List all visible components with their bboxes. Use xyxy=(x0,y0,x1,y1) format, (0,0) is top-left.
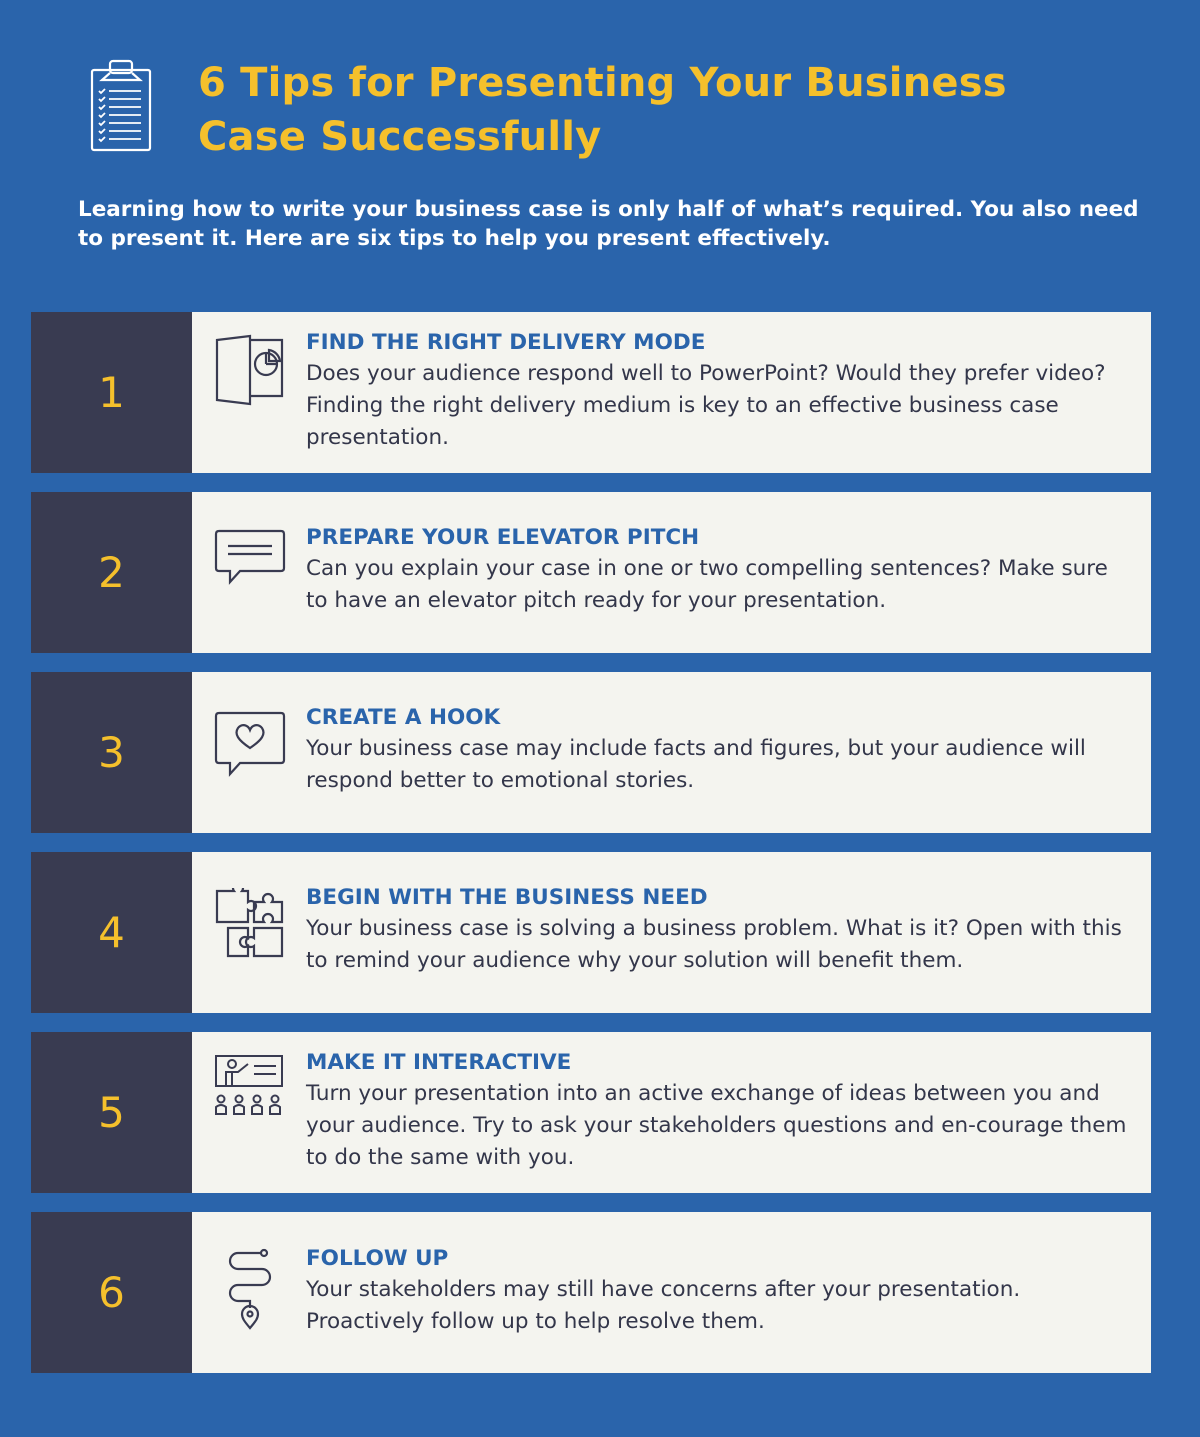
presenter-audience-icon xyxy=(214,1052,286,1124)
tip-description: Your business case may include facts and figures, but your audience will respond better to emotional stories. xyxy=(306,736,1086,793)
intro-text: Learning how to write your business case is only half of what’s required. You also need to present it. Here are six tips to help you present effectively. xyxy=(78,197,1139,251)
tip-description: Can you explain your case in one or two compelling sentences? Make sure to have an elevator pitch ready for your presentation. xyxy=(306,556,1108,613)
tip-card xyxy=(31,1212,1151,1373)
presentation-chart-icon xyxy=(214,334,286,406)
tip-card xyxy=(31,312,1151,473)
puzzle-icon xyxy=(214,888,286,960)
tip-body xyxy=(192,672,1151,833)
tip-card xyxy=(31,492,1151,653)
tip-heading: PREPARE YOUR ELEVATOR PITCH xyxy=(306,525,700,550)
tip-card xyxy=(31,852,1151,1013)
route-pin-icon xyxy=(214,1248,286,1320)
tip-heading: CREATE A HOOK xyxy=(306,705,501,730)
tip-body xyxy=(192,1212,1151,1373)
tip-heading: BEGIN WITH THE BUSINESS NEED xyxy=(306,885,708,910)
tip-number: 4 xyxy=(31,852,192,1013)
clipboard-checklist-icon xyxy=(88,58,154,154)
tip-number: 5 xyxy=(31,1032,192,1193)
tip-body xyxy=(192,852,1151,1013)
tip-number: 1 xyxy=(31,312,192,473)
tip-body xyxy=(192,312,1151,473)
tip-description: Your stakeholders may still have concerns after your presentation. Proactively follow up to help resolve them. xyxy=(306,1277,1021,1334)
page-title: 6 Tips for Presenting Your Business Case Successfully xyxy=(198,60,1007,160)
tip-number: 6 xyxy=(31,1212,192,1373)
tip-card xyxy=(31,672,1151,833)
tip-number: 2 xyxy=(31,492,192,653)
tip-heading: FIND THE RIGHT DELIVERY MODE xyxy=(306,330,706,355)
tip-heading: MAKE IT INTERACTIVE xyxy=(306,1050,572,1075)
tip-description: Does your audience respond well to PowerPoint? Would they prefer video? Finding the right delivery medium is key to an effective business case presentation. xyxy=(306,361,1106,450)
tip-description: Turn your presentation into an active exchange of ideas between you and your audience. Try to ask your stakeholders questions and en-courage them to do the same with you. xyxy=(306,1081,1127,1170)
tip-body xyxy=(192,492,1151,653)
speech-bubble-icon xyxy=(214,528,286,600)
tip-description: Your business case is solving a business problem. What is it? Open with this to remind your audience why your solution will benefit them. xyxy=(306,916,1122,973)
tip-heading: FOLLOW UP xyxy=(306,1246,449,1271)
tip-body xyxy=(192,1032,1151,1193)
heart-bubble-icon xyxy=(214,710,286,782)
tip-card xyxy=(31,1032,1151,1193)
tip-number: 3 xyxy=(31,672,192,833)
